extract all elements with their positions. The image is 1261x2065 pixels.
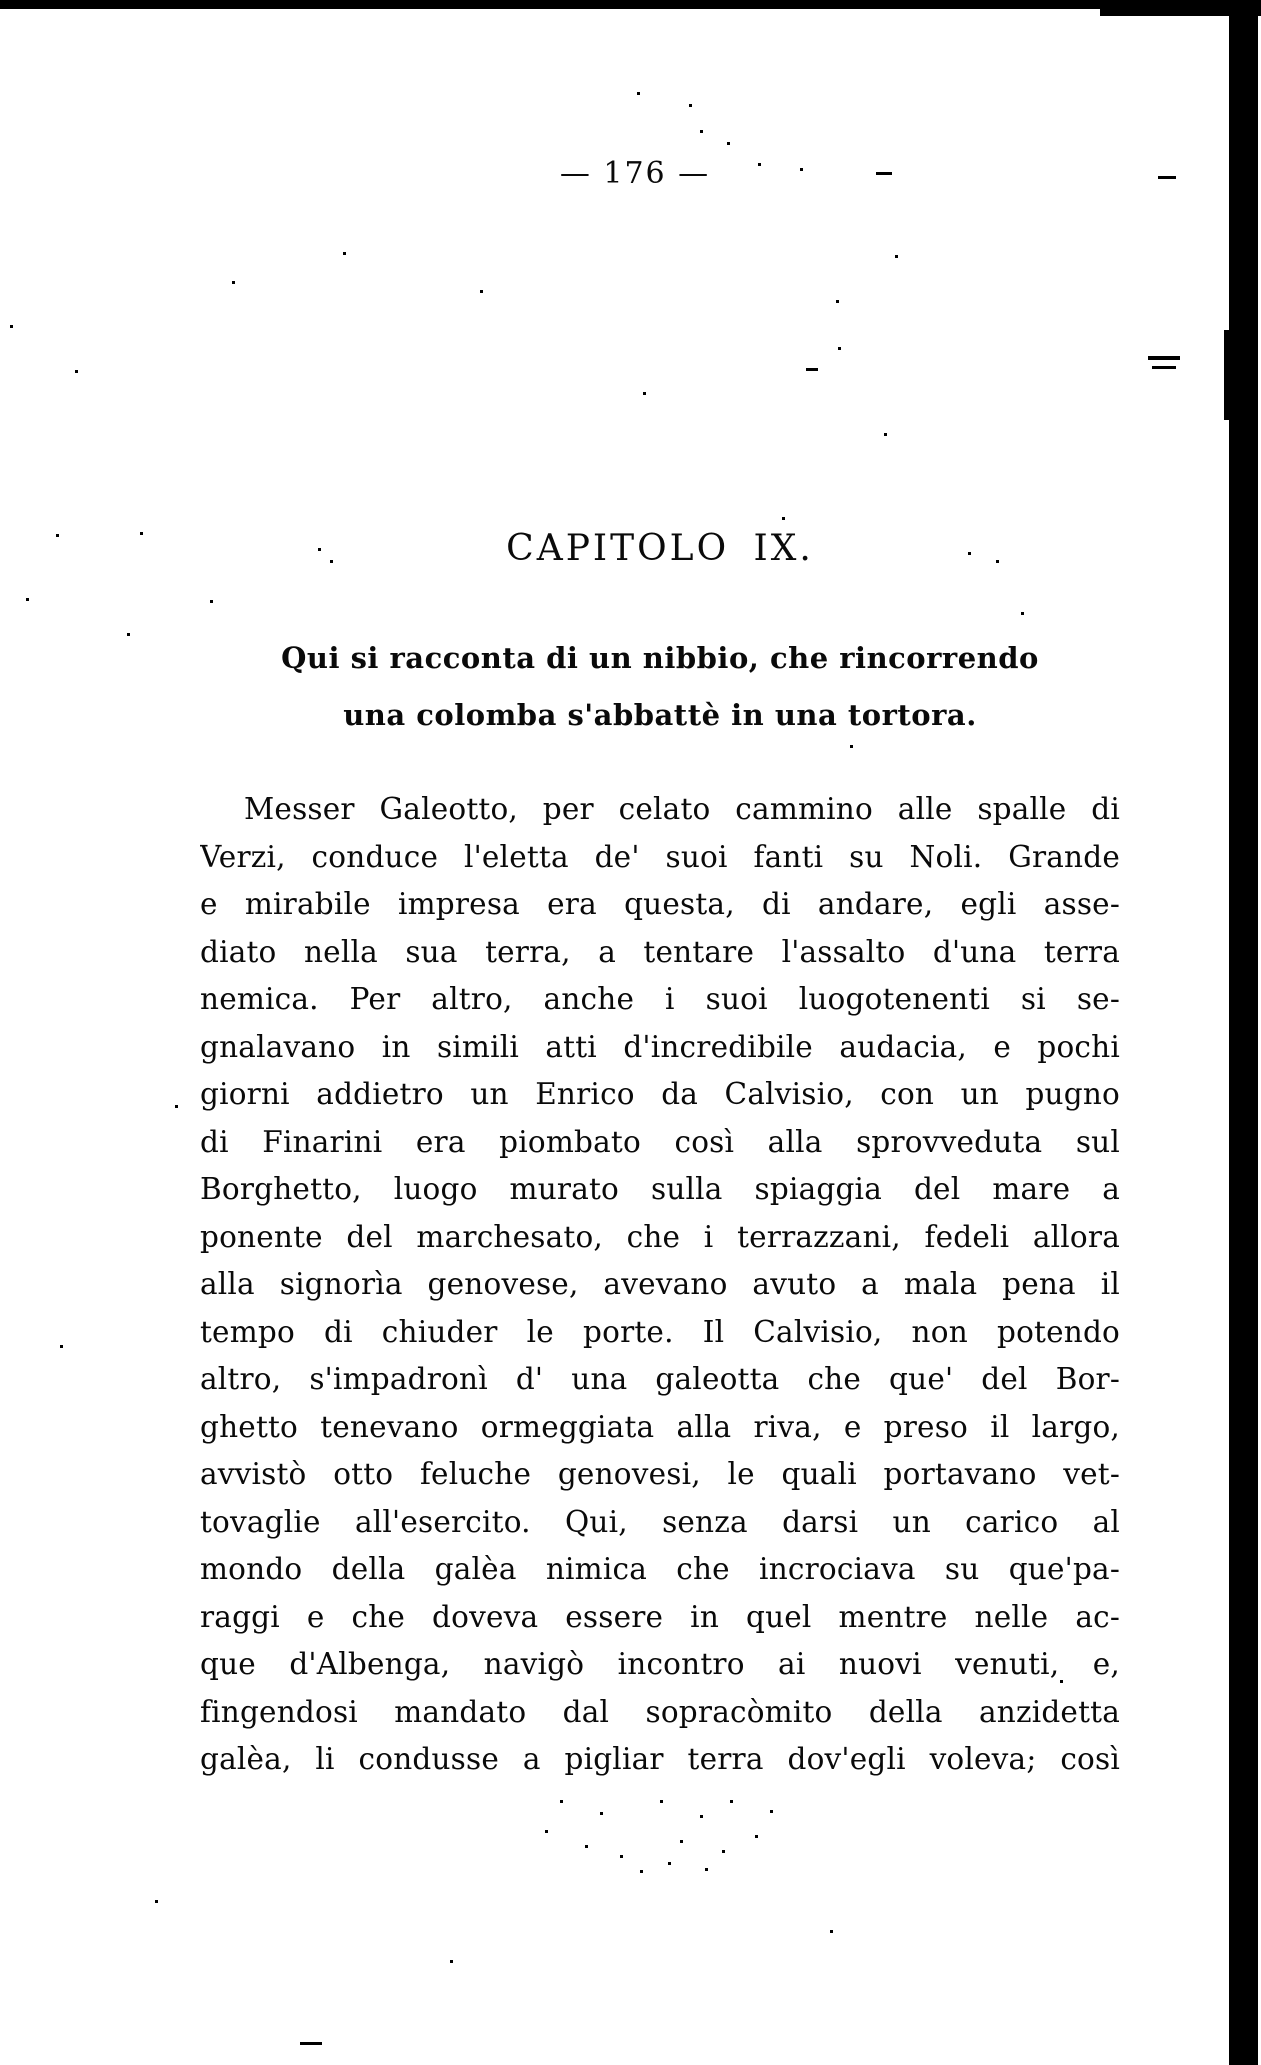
body-line: ghetto tenevano ormeggiata alla riva, e preso il largo,	[200, 1409, 1120, 1444]
scan-edge-right-notch	[1224, 330, 1232, 420]
body-line: diato nella sua terra, a tentare l'assalto d'una terra	[200, 934, 1120, 969]
body-line: mondo della galèa nimica che incrociava su que'pa-	[200, 1552, 1120, 1586]
body-line: tovaglie all'esercito. Qui, senza darsi un carico al	[200, 1504, 1120, 1539]
scan-mark	[1158, 176, 1176, 179]
body-line: galèa, li condusse a pigliar terra dov'egli voleva; così	[200, 1742, 1120, 1776]
body-line: Messer Galeotto, per celato cammino alle spalle di	[244, 792, 1120, 826]
scan-mark	[1152, 366, 1176, 369]
chapter-subtitle-line-1: Qui si racconta di un nibbio, che rincorrendo	[281, 641, 1039, 675]
body-line: fingendosi mandato dal sopracòmito della anzidetta	[200, 1694, 1120, 1729]
chapter-subtitle	[200, 630, 1120, 744]
body-line: giorni addietro un Enrico da Calvisio, con un pugno	[200, 1077, 1120, 1111]
body-line: avvistò otto feluche genovesi, le quali portavano vet-	[200, 1457, 1120, 1491]
body-line: e mirabile impresa era questa, di andare, egli asse-	[200, 887, 1120, 921]
scan-edge-right-bar	[1229, 0, 1258, 2065]
body-line: raggi e che doveva essere in quel mentre nelle ac-	[200, 1599, 1120, 1634]
scan-mark	[300, 2042, 322, 2045]
body-line: gnalavano in simili atti d'incredibile audacia, e pochi	[200, 1029, 1120, 1064]
chapter-heading: CAPITOLO IX.	[506, 528, 814, 569]
scan-mark	[1148, 356, 1180, 360]
chapter-subtitle-line-2: una colomba s'abbattè in una tortora.	[343, 698, 977, 732]
body-line: di Finarini era piombato così alla sprovveduta sul	[200, 1124, 1120, 1159]
scan-speckle-noise	[0, 0, 3, 3]
body-line: altro, s'impadronì d' una galeotta che que' del Bor-	[200, 1362, 1120, 1396]
body-line: tempo di chiuder le porte. Il Calvisio, non potendo	[200, 1314, 1120, 1349]
body-line: alla signorìa genovese, avevano avuto a mala pena il	[200, 1267, 1120, 1301]
scan-edge-top	[0, 0, 1261, 9]
body-line: Borghetto, luogo murato sulla spiaggia del mare a	[200, 1172, 1120, 1206]
page-number: — 176 —	[559, 156, 711, 191]
scan-mark	[806, 368, 818, 371]
body-line: Verzi, conduce l'eletta de' suoi fanti su Noli. Grande	[200, 839, 1120, 874]
body-paragraph	[200, 786, 1120, 1784]
body-line: que d'Albenga, navigò incontro ai nuovi venuti, e,	[200, 1647, 1120, 1681]
body-line: ponente del marchesato, che i terrazzani, fedeli allora	[200, 1219, 1120, 1254]
body-line: nemica. Per altro, anche i suoi luogotenenti si se-	[200, 982, 1120, 1016]
